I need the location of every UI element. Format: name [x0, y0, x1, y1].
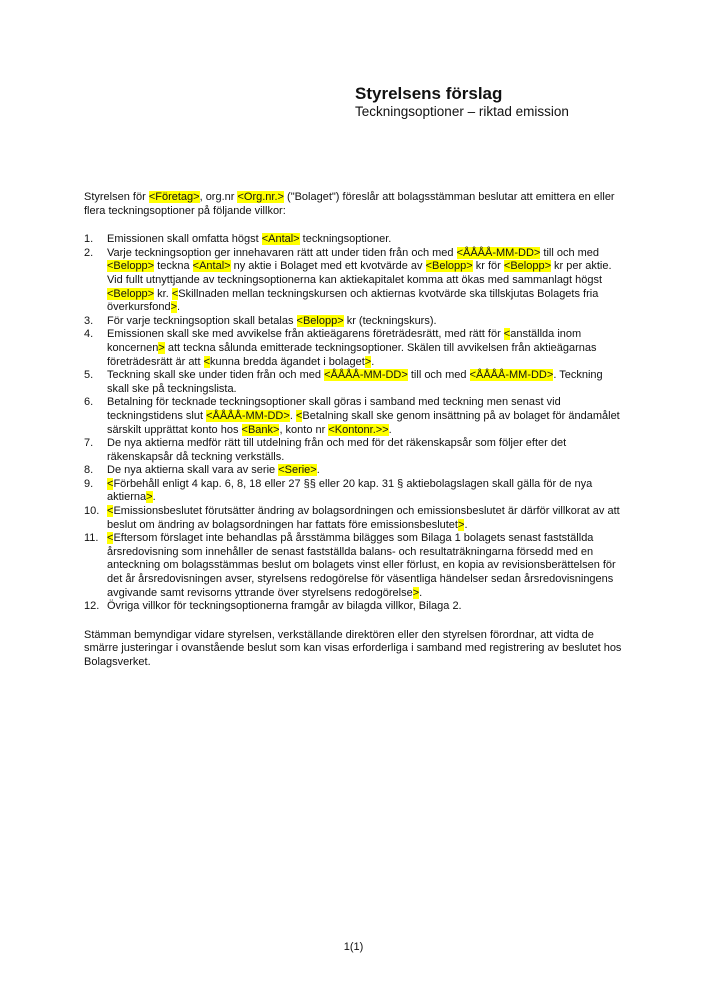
- placeholder-highlight: <Serie>: [278, 464, 317, 477]
- placeholder-highlight: >: [146, 491, 153, 504]
- placeholder-highlight: <Antal>: [192, 260, 231, 273]
- placeholder-highlight: <Företag>: [148, 191, 200, 203]
- list-item: [84, 600, 627, 614]
- text-run: .: [371, 355, 375, 368]
- placeholder-highlight: <Belopp>: [296, 314, 344, 327]
- list-item: [84, 328, 627, 369]
- list-item-number: 2.: [84, 246, 94, 259]
- list-item: [84, 505, 627, 532]
- placeholder-highlight: <ÅÅÅÅ-MM-DD>: [456, 246, 541, 259]
- placeholder-highlight: <: [107, 532, 114, 545]
- placeholder-highlight: <Belopp>: [107, 287, 155, 300]
- text-run: Betalning skall ske genom insättning på av bolaget för ändamålet särskilt upprättat konto hos: [107, 409, 620, 436]
- list-item-text: [107, 600, 627, 614]
- placeholder-highlight: >: [170, 301, 178, 314]
- text-run: till och med: [540, 246, 600, 259]
- placeholder-highlight: <: [203, 355, 211, 368]
- text-run: att teckna sålunda emitterade teckningsoptioner. Skälen till avvikelsen från aktieägarnas företrädesrätt är att: [107, 341, 597, 368]
- placeholder-highlight: <: [171, 287, 179, 300]
- list-item: [84, 233, 627, 247]
- text-run: Varje teckningsoption ger innehavaren rätt att under tiden från och med: [107, 246, 457, 259]
- list-item-text: [107, 478, 627, 505]
- text-run: Emissionen skall omfatta högst: [107, 233, 262, 246]
- page-number: 1(1): [343, 941, 364, 953]
- text-run: De nya aktierna medför rätt till utdelning från och med för det räkenskapsår som följer efter det räkenskapsår då teckning verkställs.: [107, 437, 567, 463]
- placeholder-highlight: <: [107, 477, 114, 490]
- list-item: [84, 478, 627, 505]
- text-run: De nya aktierna skall vara av serie: [107, 464, 279, 477]
- text-run: .: [388, 423, 392, 436]
- list-item-number: 4.: [84, 328, 94, 341]
- list-item-text: [107, 247, 627, 315]
- text-run: anställda inom koncernen: [107, 328, 582, 354]
- text-run: kr (teckningskurs).: [343, 314, 437, 327]
- list-item: [84, 464, 627, 478]
- text-run: , konto nr: [279, 423, 329, 436]
- text-run: Övriga villkor för teckningsoptionerna framgår av bilagda villkor, Bilaga 2.: [107, 600, 462, 613]
- text-run: . Teckning skall ske på teckningslista.: [107, 369, 603, 395]
- list-item-text: [107, 505, 627, 532]
- list-item-number: 10.: [84, 505, 100, 518]
- placeholder-highlight: <ÅÅÅÅ-MM-DD>: [206, 409, 290, 422]
- page-subtitle: Teckningsoptioner – riktad emission: [355, 104, 569, 119]
- placeholder-highlight: >: [458, 518, 465, 531]
- placeholder-highlight: <Belopp>: [425, 260, 473, 273]
- list-item: [84, 532, 627, 600]
- text-run: kr.: [154, 287, 172, 300]
- text-run: Emissionen skall ske med avvikelse från aktieägarens företrädesrätt, med rätt för: [107, 328, 504, 341]
- placeholder-highlight: <ÅÅÅÅ-MM-DD>: [324, 369, 408, 382]
- list-item-number: 11.: [84, 532, 99, 545]
- text-run: .: [152, 491, 156, 504]
- list-item: [84, 247, 627, 315]
- page-title: Styrelsens förslag: [355, 84, 503, 103]
- text-run: Stämman bemyndigar vidare styrelsen, verkställande direktören eller den styrelsen förordnar, att vidta de smärre justeringar i ovanstående beslut som kan visas erforderliga i samband med registrering av beslutet hos Bolagsverket.: [84, 628, 622, 668]
- list-item-number: 7.: [84, 437, 94, 450]
- text-run: Skillnaden mellan teckningskursen och aktiernas kvotvärde ska tillskjutas Bolagets fria överkursfond: [107, 287, 599, 314]
- list-item: [84, 315, 627, 329]
- intro-paragraph: [84, 191, 627, 218]
- list-item: [84, 437, 627, 464]
- text-run: , org.nr: [199, 191, 238, 203]
- placeholder-highlight: >: [158, 341, 165, 354]
- list-item: [84, 396, 627, 437]
- text-run: Teckning skall ske under tiden från och med: [107, 369, 325, 382]
- list-item-number: 3.: [84, 314, 94, 327]
- closing-paragraph: [84, 629, 627, 670]
- placeholder-highlight: >: [364, 355, 372, 368]
- list-item-text: [107, 437, 627, 464]
- list-item-text: [107, 233, 627, 247]
- list-item-number: 8.: [84, 464, 94, 477]
- placeholder-highlight: <ÅÅÅÅ-MM-DD>: [469, 369, 554, 382]
- text-run: .: [289, 409, 296, 422]
- list-item-text: [107, 315, 627, 329]
- list-item-text: [107, 369, 627, 396]
- text-run: .: [464, 518, 468, 531]
- text-run: kr per aktie. Vid fullt utnyttjande av teckningsoptionerna kan aktiekapitalet komma att ökas med sammanlagt högst: [107, 260, 612, 286]
- text-run: Emissionsbeslutet förutsätter ändring av bolagsordningen och emissionsbeslutet är därför villkorat av att beslut om ändring av bolagsordningen har fattats före emissionsbeslutet: [107, 505, 620, 531]
- placeholder-highlight: <: [107, 505, 114, 518]
- text-run: ("Bolaget") föreslår att bolagsstämman beslutar att emittera en eller flera teckningsoptioner på följande villkor:: [84, 191, 615, 217]
- text-run: kunna bredda ägandet i bolaget: [210, 355, 365, 368]
- text-run: till och med: [407, 369, 470, 382]
- placeholder-highlight: >: [412, 586, 420, 599]
- text-run: Eftersom förslaget inte behandlas på årsstämma bilägges som Bilaga 1 bolagets senast fastställda årsredovisning som innehåller de senast fastställda balans- och resultaträkningarna försedd med en anteckning om bolagsstämmas beslut om bolagets vinst eller förlust, en kopia av revisionsberättelsen för det år årsredovisningen avser, styrelsens redogörelse för väsentliga händelser sedan årsredovisningens avgivande samt revisorns yttrande över styrelsens redogörelse: [107, 532, 616, 599]
- list-item-text: [107, 464, 627, 478]
- placeholder-highlight: <: [295, 409, 303, 422]
- text-run: Betalning för tecknade teckningsoptioner skall göras i samband med teckning men senast vid teckningstidens slut: [107, 396, 561, 422]
- text-run: .: [419, 586, 423, 599]
- list-item-number: 5.: [84, 369, 94, 382]
- text-run: Styrelsen för: [84, 191, 149, 203]
- text-run: För varje teckningsoption skall betalas: [107, 314, 297, 327]
- list-item-number: 9.: [84, 477, 94, 490]
- text-run: kr för: [472, 260, 504, 273]
- placeholder-highlight: <Antal>: [261, 233, 300, 246]
- terms-list: [84, 233, 627, 614]
- placeholder-highlight: <Belopp>: [107, 260, 155, 273]
- page-footer: [0, 941, 707, 955]
- placeholder-highlight: <Org.nr.>: [237, 191, 284, 203]
- text-run: .: [177, 301, 181, 314]
- list-item-text: [107, 532, 627, 600]
- text-run: .: [316, 464, 320, 477]
- text-run: teckna: [154, 260, 193, 273]
- placeholder-highlight: <Belopp>: [503, 260, 551, 273]
- text-run: teckningsoptioner.: [299, 233, 392, 246]
- list-item-text: [107, 328, 627, 369]
- placeholder-highlight: <Bank>: [241, 423, 280, 436]
- text-run: ny aktie i Bolaget med ett kvotvärde av: [230, 260, 426, 273]
- list-item-number: 6.: [84, 396, 94, 409]
- text-run: Förbehåll enligt 4 kap. 6, 8, 18 eller 27 §§ eller 20 kap. 31 § aktiebolagslagen skall gälla för de nya aktierna: [107, 477, 593, 504]
- list-item-text: [107, 396, 627, 437]
- list-item: [84, 369, 627, 396]
- document-body: [84, 191, 627, 670]
- list-item-number: 1.: [84, 233, 94, 246]
- document-header: [355, 84, 569, 120]
- placeholder-highlight: <: [503, 328, 511, 341]
- list-item-number: 12.: [84, 600, 100, 613]
- placeholder-highlight: <Kontonr.>>: [328, 423, 389, 436]
